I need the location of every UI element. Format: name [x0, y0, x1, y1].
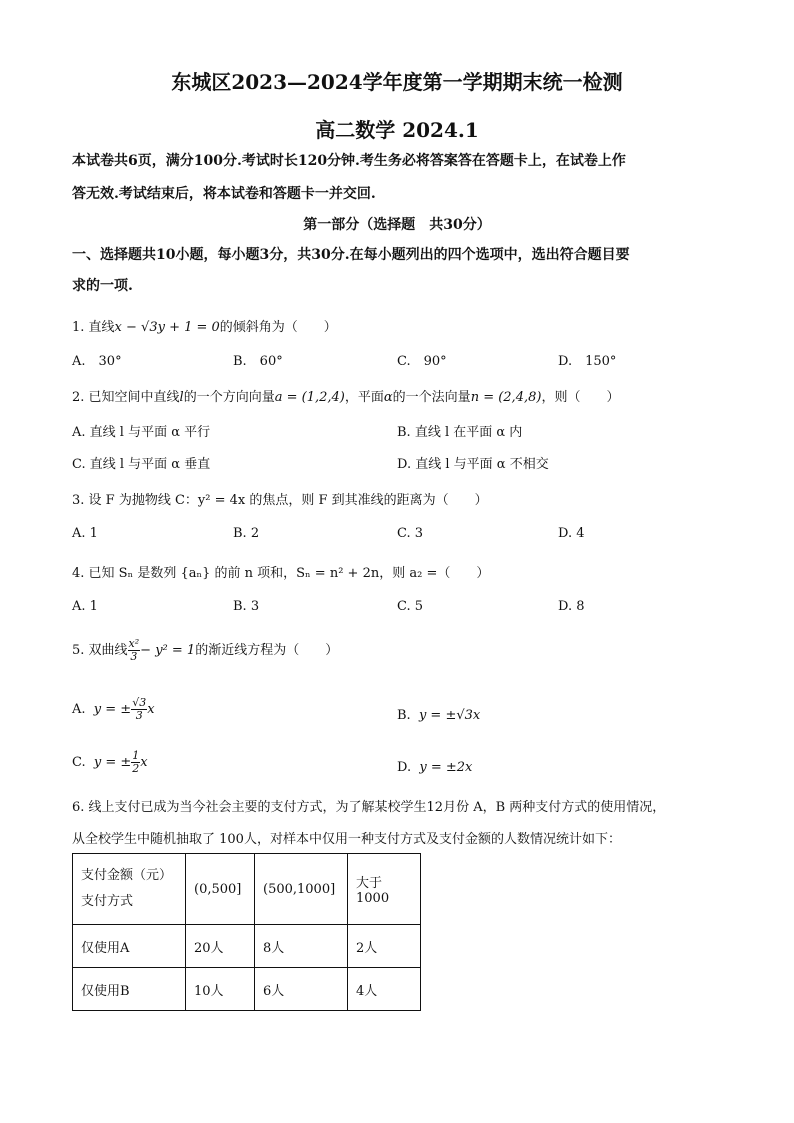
question-6-stem-line1: 6. 线上支付已成为当今社会主要的支付方式，为了解某校学生12月份 A，B 两种支付方式的使用情况， — [72, 800, 666, 815]
question-1-stem — [72, 316, 337, 335]
table-header-row — [73, 854, 421, 925]
question-4-option-a[interactable]: A. 1 — [72, 599, 98, 614]
section-instruction-line1: 一、选择题共10小题，每小题3分，共30分.在每小题列出的四个选项中，选出符合题目要 — [72, 247, 630, 263]
question-3-stem: 3. 设 F 为抛物线 C：y² = 4x 的焦点，则 F 到其准线的距离为（ ） — [72, 493, 488, 508]
question-5-option-c[interactable]: C. y = ± $\frac{1}{2}$ x — [72, 749, 148, 775]
table-row — [73, 968, 421, 1011]
question-5-option-b[interactable]: B. y = ±√3x — [397, 708, 481, 723]
vector-n: n = (2,4,8) — [470, 390, 542, 405]
question-1-prefix: 1. 直线 — [72, 320, 115, 335]
question-5-equation: − y² = 1 — [140, 643, 196, 658]
table-cell: 2人 — [348, 925, 421, 968]
question-3-option-c[interactable]: C. 3 — [397, 526, 424, 541]
table-cell: 8人 — [255, 925, 348, 968]
question-4-option-b[interactable]: B. 3 — [233, 599, 260, 614]
part1-heading: 第一部分（选择题 共30分） — [303, 217, 491, 233]
question-5-prefix: 5. 双曲线 — [72, 643, 128, 658]
question-2-mid2: ，平面 — [344, 390, 384, 405]
table-row-label: 仅使用A — [73, 925, 186, 968]
table-row-label: 仅使用B — [73, 968, 186, 1011]
table-cell: 10人 — [186, 968, 255, 1011]
question-2-option-b[interactable]: B. 直线 l 在平面 α 内 — [397, 425, 523, 440]
vector-a: a = (1,2,4) — [274, 390, 345, 405]
question-6-stem-line2: 从全校学生中随机抽取了 100人，对样本中仅用一种支付方式及支付金额的人数情况统计如下： — [72, 832, 621, 847]
question-2-option-d[interactable]: D. 直线 l 与平面 α 不相交 — [397, 457, 549, 472]
question-2-option-c[interactable]: C. 直线 l 与平面 α 垂直 — [72, 457, 211, 472]
question-1-equation: x − √3y + 1 = 0 — [114, 320, 220, 335]
table-row — [73, 925, 421, 968]
question-1-option-d[interactable]: D. 150° — [558, 354, 617, 369]
question-2-mid1: 的一个方向向量 — [183, 390, 275, 405]
question-1-option-a[interactable]: A. 30° — [72, 354, 122, 369]
question-4-option-c[interactable]: C. 5 — [397, 599, 424, 614]
question-1-suffix: 的倾斜角为（ ） — [219, 320, 337, 335]
plane-alpha: α — [383, 390, 393, 405]
exam-title: 东城区2023—2024学年度第一学期期末统一检测 — [171, 70, 623, 94]
question-3-option-d[interactable]: D. 4 — [558, 526, 585, 541]
instructions-line2: 答无效.考试结束后，将本试卷和答题卡一并交回. — [72, 186, 376, 202]
question-4-option-d[interactable]: D. 8 — [558, 599, 585, 614]
question-2-suffix: ，则（ ） — [541, 390, 620, 405]
question-5-suffix: 的渐近线方程为（ ） — [195, 643, 339, 658]
question-2-mid3: 的一个法向量 — [392, 390, 471, 405]
question-4-stem: 4. 已知 Sₙ 是数列 {aₙ} 的前 n 项和，Sₙ = n² + 2n，则 a₂ =（ ） — [72, 566, 490, 581]
payment-stats-table — [72, 853, 421, 1011]
instructions-line1: 本试卷共6页，满分100分.考试时长120分钟.考生务必将答案答在答题卡上，在试卷上作 — [72, 153, 626, 169]
table-col-header: 大于1000 — [348, 854, 421, 925]
question-3-option-a[interactable]: A. 1 — [72, 526, 98, 541]
table-col-header: (500,1000] — [255, 854, 348, 925]
question-3-option-b[interactable]: B. 2 — [233, 526, 260, 541]
question-5-option-d[interactable]: D. y = ±2x — [397, 760, 473, 775]
table-col-header: (0,500] — [186, 854, 255, 925]
question-5-option-a[interactable]: A. y = ± $\frac{√3}{3}$ x — [72, 696, 155, 722]
table-cell: 4人 — [348, 968, 421, 1011]
question-2-option-a[interactable]: A. 直线 l 与平面 α 平行 — [72, 425, 211, 440]
question-2-stem — [72, 386, 619, 405]
line-l: l — [179, 390, 184, 405]
section-instruction-line2: 求的一项. — [72, 278, 133, 294]
question-2-prefix: 2. 已知空间中直线 — [72, 390, 180, 405]
question-5-stem — [72, 638, 338, 663]
table-corner-header: 支付金额（元） 支付方式 — [73, 854, 186, 925]
question-1-option-c[interactable]: C. 90° — [397, 354, 447, 369]
question-5-fraction: $\frac{\text{x²}}{3}$ — [128, 637, 140, 663]
question-1-option-b[interactable]: B. 60° — [233, 354, 283, 369]
table-cell: 20人 — [186, 925, 255, 968]
table-cell: 6人 — [255, 968, 348, 1011]
exam-subtitle: 高二数学 2024.1 — [315, 118, 479, 142]
